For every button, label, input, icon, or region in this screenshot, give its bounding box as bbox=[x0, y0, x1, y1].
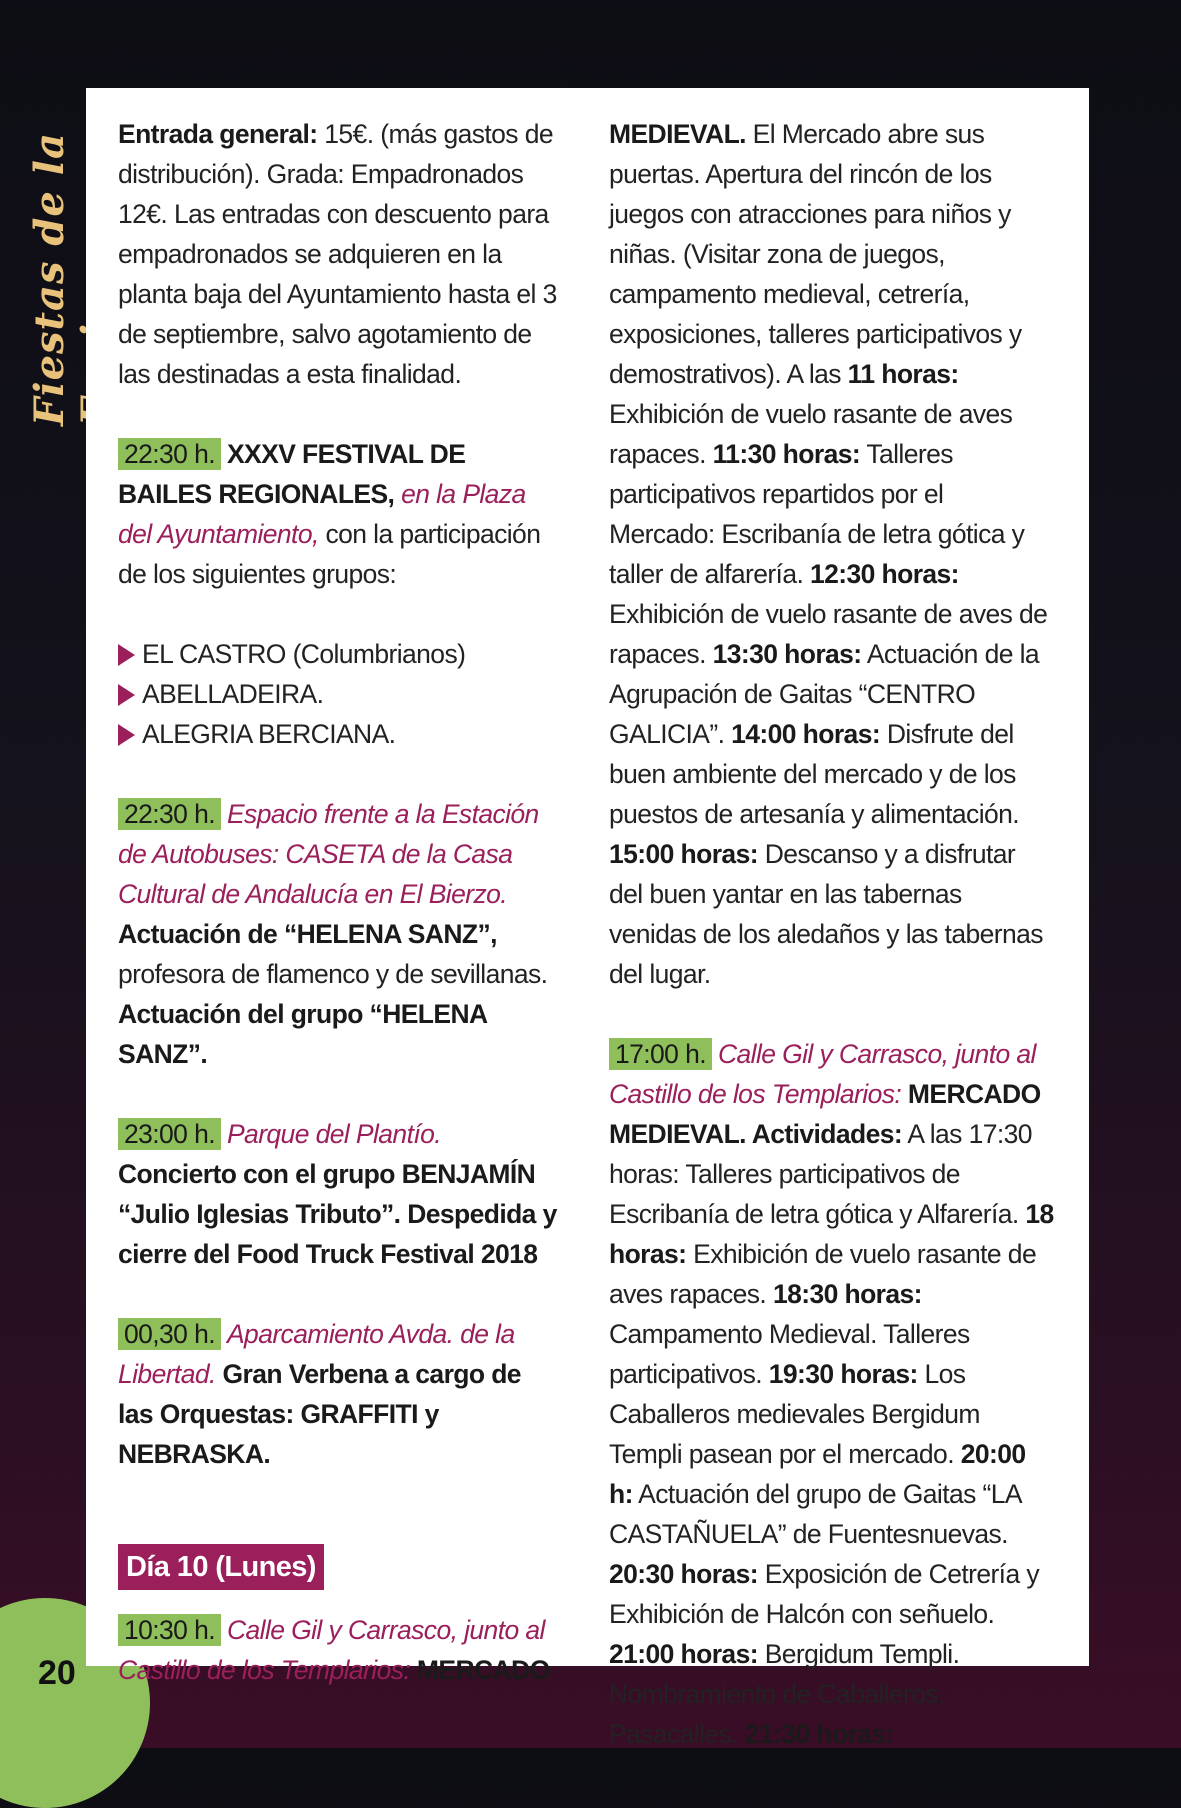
bullet-triangle-icon bbox=[118, 724, 135, 746]
event-text: profesora de flamenco y de sevillanas. bbox=[118, 959, 548, 989]
text: Exhibición de vuelo rasante de aves de rapaces. bbox=[609, 599, 1048, 669]
list-item bbox=[118, 714, 558, 754]
bold-text: 19:30 horas: bbox=[768, 1359, 918, 1389]
bold-text: 14:00 horas: bbox=[731, 719, 881, 749]
bold-text: 15:00 horas: bbox=[609, 839, 758, 869]
text: A las 17:30 horas: Talleres participativos de Escribanía de letra gótica y Alfarería. bbox=[609, 1119, 1032, 1229]
event-location: Parque del Plantío. bbox=[226, 1119, 441, 1149]
event-mercado-continued bbox=[609, 114, 1054, 994]
day-header: Día 10 (Lunes) bbox=[118, 1544, 324, 1590]
event-mercado-afternoon bbox=[609, 1034, 1054, 1754]
list-item bbox=[118, 634, 558, 674]
list-item bbox=[118, 674, 558, 714]
ticket-info-text: 15€. (más gastos de distribución). Grada: Empadronados 12€. Las entradas con descuento para empadronados se adquieren en la planta baja del Ayuntamiento hasta el 3 de septiembre, salvo agotamiento de las destinadas a esta finalidad. bbox=[118, 119, 557, 389]
content-card bbox=[86, 88, 1089, 1749]
ticket-info bbox=[118, 114, 558, 394]
event-bold-2: Actuación del grupo “HELENA SANZ”. bbox=[118, 999, 487, 1069]
group-name: ABELLADEIRA. bbox=[142, 679, 324, 709]
event-location: Aparcamiento Avda. de la Libertad. bbox=[118, 1319, 515, 1389]
bold-text: 18 horas: bbox=[609, 1199, 1054, 1269]
text: Campamento Medieval. Talleres participativos. bbox=[609, 1319, 970, 1389]
left-column bbox=[118, 114, 558, 1690]
event-bold-1: MERCADO bbox=[410, 1655, 550, 1685]
event-bold-1: Gran Verbena a cargo de las Orquestas: GRAFFITI y NEBRASKA. bbox=[118, 1359, 521, 1469]
bold-text: MERCADO MEDIEVAL. Actividades: bbox=[609, 1079, 1041, 1149]
bold-text: 20:00 h: bbox=[609, 1439, 1026, 1509]
page-number: 20 bbox=[38, 1654, 76, 1692]
text: Actuación de la Agrupación de Gaitas “CENTRO GALICIA”. bbox=[609, 639, 1040, 749]
bullet-triangle-icon bbox=[118, 644, 135, 666]
text: Actuación del grupo de Gaitas “LA CASTAÑUELA” de Fuentesnuevas. bbox=[609, 1479, 1021, 1549]
event-mercado-morning bbox=[118, 1610, 558, 1690]
group-name: ALEGRIA BERCIANA. bbox=[142, 719, 396, 749]
event-time: 10:30 h. bbox=[118, 1614, 221, 1646]
right-column bbox=[609, 114, 1054, 1754]
event-location: Calle Gil y Carrasco, junto al Castillo de los Templarios: bbox=[609, 1039, 1036, 1109]
bold-text: 13:30 horas: bbox=[712, 639, 862, 669]
text: Talleres participativos repartidos por el Mercado: Escribanía de letra gótica y taller de alfarería. bbox=[609, 439, 1025, 589]
groups-list bbox=[118, 634, 558, 754]
text: El Mercado abre sus puertas. Apertura del rincón de los juegos con atracciones para niños y niñas. (Visitar zona de juegos, campamento medieval, cetrería, exposiciones, talleres participativos y demostrativos). A las bbox=[609, 119, 1022, 389]
bold-text: 11:30 horas: bbox=[712, 439, 861, 469]
bold-text: MEDIEVAL. bbox=[609, 119, 746, 149]
bold-text: 11 horas: bbox=[847, 359, 959, 389]
bold-text: 21:30 horas: bbox=[744, 1719, 894, 1749]
event-festival-bailes bbox=[118, 434, 558, 594]
event-bold-1: Actuación de “HELENA SANZ”, bbox=[118, 919, 497, 949]
side-title: Fiestas de la bbox=[26, 132, 73, 426]
event-helena-sanz bbox=[118, 794, 558, 1074]
bold-text: 21:00 horas: bbox=[609, 1639, 758, 1669]
bold-text: 18:30 horas: bbox=[772, 1279, 922, 1309]
bullet-triangle-icon bbox=[118, 684, 135, 706]
event-title: XXXV FESTIVAL DE BAILES REGIONALES, bbox=[118, 439, 466, 509]
group-name: EL CASTRO (Columbrianos) bbox=[142, 639, 466, 669]
text: Exhibición de vuelo rasante de aves rapaces. bbox=[609, 399, 1013, 469]
event-time: 23:00 h. bbox=[118, 1118, 221, 1150]
text: Los Caballeros medievales Bergidum Templi pasean por el mercado. bbox=[609, 1359, 980, 1469]
event-location: Calle Gil y Carrasco, junto al Castillo de los Templarios: bbox=[118, 1615, 545, 1685]
text: Disfrute del buen ambiente del mercado y de los puestos de artesanía y alimentación. bbox=[609, 719, 1020, 829]
event-location: Espacio frente a la Estación de Autobuses: CASETA de la Casa Cultural de Andalucía en El Bierzo. bbox=[118, 799, 539, 909]
event-location: en la Plaza del Ayuntamiento, bbox=[118, 479, 526, 549]
text: Exhibición de vuelo rasante de aves rapaces. bbox=[609, 1239, 1037, 1309]
event-time: 22:30 h. bbox=[118, 438, 221, 470]
text: Exposición de Cetrería y Exhibición de Halcón con señuelo. bbox=[609, 1559, 1039, 1629]
event-concierto bbox=[118, 1114, 558, 1274]
event-time: 00,30 h. bbox=[118, 1318, 221, 1350]
event-time: 22:30 h. bbox=[118, 798, 221, 830]
text: Bergidum Templi. Nombramiento de Caballeros. Pasacalles. bbox=[609, 1639, 960, 1749]
bold-text: 20:30 horas: bbox=[609, 1559, 758, 1589]
event-text: con la participación de los siguientes grupos: bbox=[118, 519, 541, 589]
event-bold-1: Concierto con el grupo BENJAMÍN “Julio Iglesias Tributo”. Despedida y cierre del Food Truck Festival 2018 bbox=[118, 1159, 557, 1269]
event-time: 17:00 h. bbox=[609, 1038, 712, 1070]
text: Descanso y a disfrutar del buen yantar en las tabernas venidas de los aledaños y las tabernas del lugar. bbox=[609, 839, 1043, 989]
ticket-info-label: Entrada general: bbox=[118, 119, 318, 149]
event-verbena bbox=[118, 1314, 558, 1474]
bold-text: 12:30 horas: bbox=[809, 559, 959, 589]
